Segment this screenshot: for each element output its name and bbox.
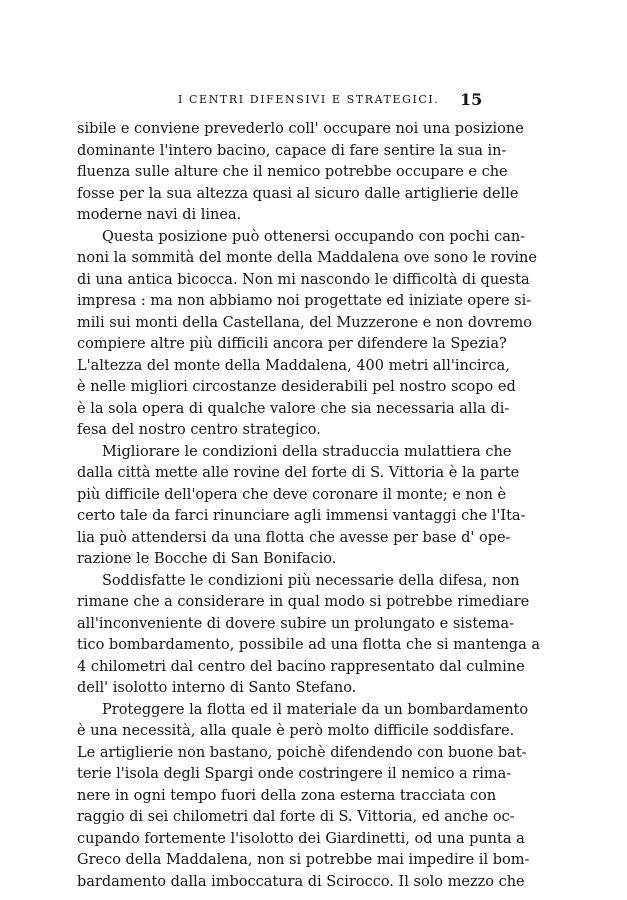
- text-line: mili sui monti della Castellana, del Muzzerone e non dovremo: [77, 314, 533, 331]
- text-line: 4 chilometri dal centro del bacino rappresentato dal culmine: [77, 658, 525, 675]
- text-line: L'altezza del monte della Maddalena, 400 metri all'incirca,: [77, 357, 510, 374]
- text-line: fesa del nostro centro strategico.: [77, 422, 321, 438]
- text-line: dell' isolotto interno di Santo Stefano.: [77, 680, 357, 696]
- text-line: all'inconveniente di dovere subire un prolungato e sistema-: [77, 615, 515, 632]
- text-line: Migliorare le condizioni della straduccia mulattiera che: [102, 443, 512, 460]
- text-line: lia può attendersi da una flotta che avesse per base d' ope-: [77, 529, 511, 546]
- text-line: Greco della Maddalena, non si potrebbe mai impedire il bom-: [77, 852, 530, 868]
- text-line: razione le Bocche di San Bonifacio.: [77, 551, 337, 567]
- text-line: moderne navi di linea.: [77, 207, 242, 223]
- text-line: rimane che a considerare in qual modo si potrebbe rimediare: [77, 594, 530, 610]
- text-line: terie l'isola degli Spargi onde costringere il nemico a rima-: [77, 766, 512, 782]
- text-line: è nelle migliori circostanze desiderabili pel nostro scopo ed: [77, 379, 516, 395]
- text-line: nere in ogni tempo fuori della zona esterna tracciata con: [77, 787, 497, 804]
- text-line: Proteggere la flotta ed il materiale da un bombardamento: [102, 701, 529, 718]
- page-number: 15: [460, 90, 483, 109]
- text-line: dominante l'intero bacino, capace di fare sentire la sua in-: [77, 142, 507, 159]
- text-line: noni la sommità del monte della Maddalena ove sono le rovine: [77, 250, 537, 266]
- text-line: più difficile dell'opera che deve coronare il monte; e non è: [77, 486, 507, 503]
- text-line: è una necessità, alla quale è però molto difficile soddisfare.: [77, 723, 515, 739]
- text-line: Questa posizione può ottenersi occupando con pochi can-: [102, 228, 526, 245]
- running-head: I CENTRI DIFENSIVI E STRATEGICI.: [178, 93, 440, 106]
- text-line: è la sola opera di qualche valore che sia necessaria alla di-: [77, 400, 510, 417]
- text-line: raggio di sei chilometri dal forte di S. Vittoria, ed anche oc-: [77, 809, 515, 825]
- text-line: certo tale da farci rinunciare agli immensi vantaggi che l'Ita-: [77, 508, 526, 524]
- text-line: di una antica bicocca. Non mi nascondo le difficoltà di questa: [77, 271, 530, 288]
- text-line: tico bombardamento, possibile ad una flotta che si mantenga a: [77, 637, 540, 653]
- text-line: Soddisfatte le condizioni più necessarie della difesa, non: [102, 572, 520, 589]
- text-line: impresa : ma non abbiamo noi progettate ed iniziate opere si-: [77, 293, 532, 309]
- text-line: Le artiglierie non bastano, poichè difendendo con buone bat-: [77, 744, 527, 761]
- text-line: fluenza sulle alture che il nemico potrebbe occupare e che: [77, 164, 508, 180]
- text-line: cupando fortemente l'isolotto dei Giardinetti, od una punta a: [77, 830, 525, 847]
- text-line: bardamento dalla imboccatura di Scirocco. Il solo mezzo che: [77, 873, 525, 890]
- text-line: sibile e conviene prevederlo coll' occupare noi una posizione: [77, 121, 524, 137]
- text-line: fosse per la sua altezza quasi al sicuro dalle artiglierie delle: [77, 185, 519, 202]
- text-line: compiere altre più difficili ancora per difendere la Spezia?: [77, 336, 507, 352]
- text-line: dalla città mette alle rovine del forte di S. Vittoria è la parte: [77, 465, 520, 481]
- body-text: [77, 119, 540, 893]
